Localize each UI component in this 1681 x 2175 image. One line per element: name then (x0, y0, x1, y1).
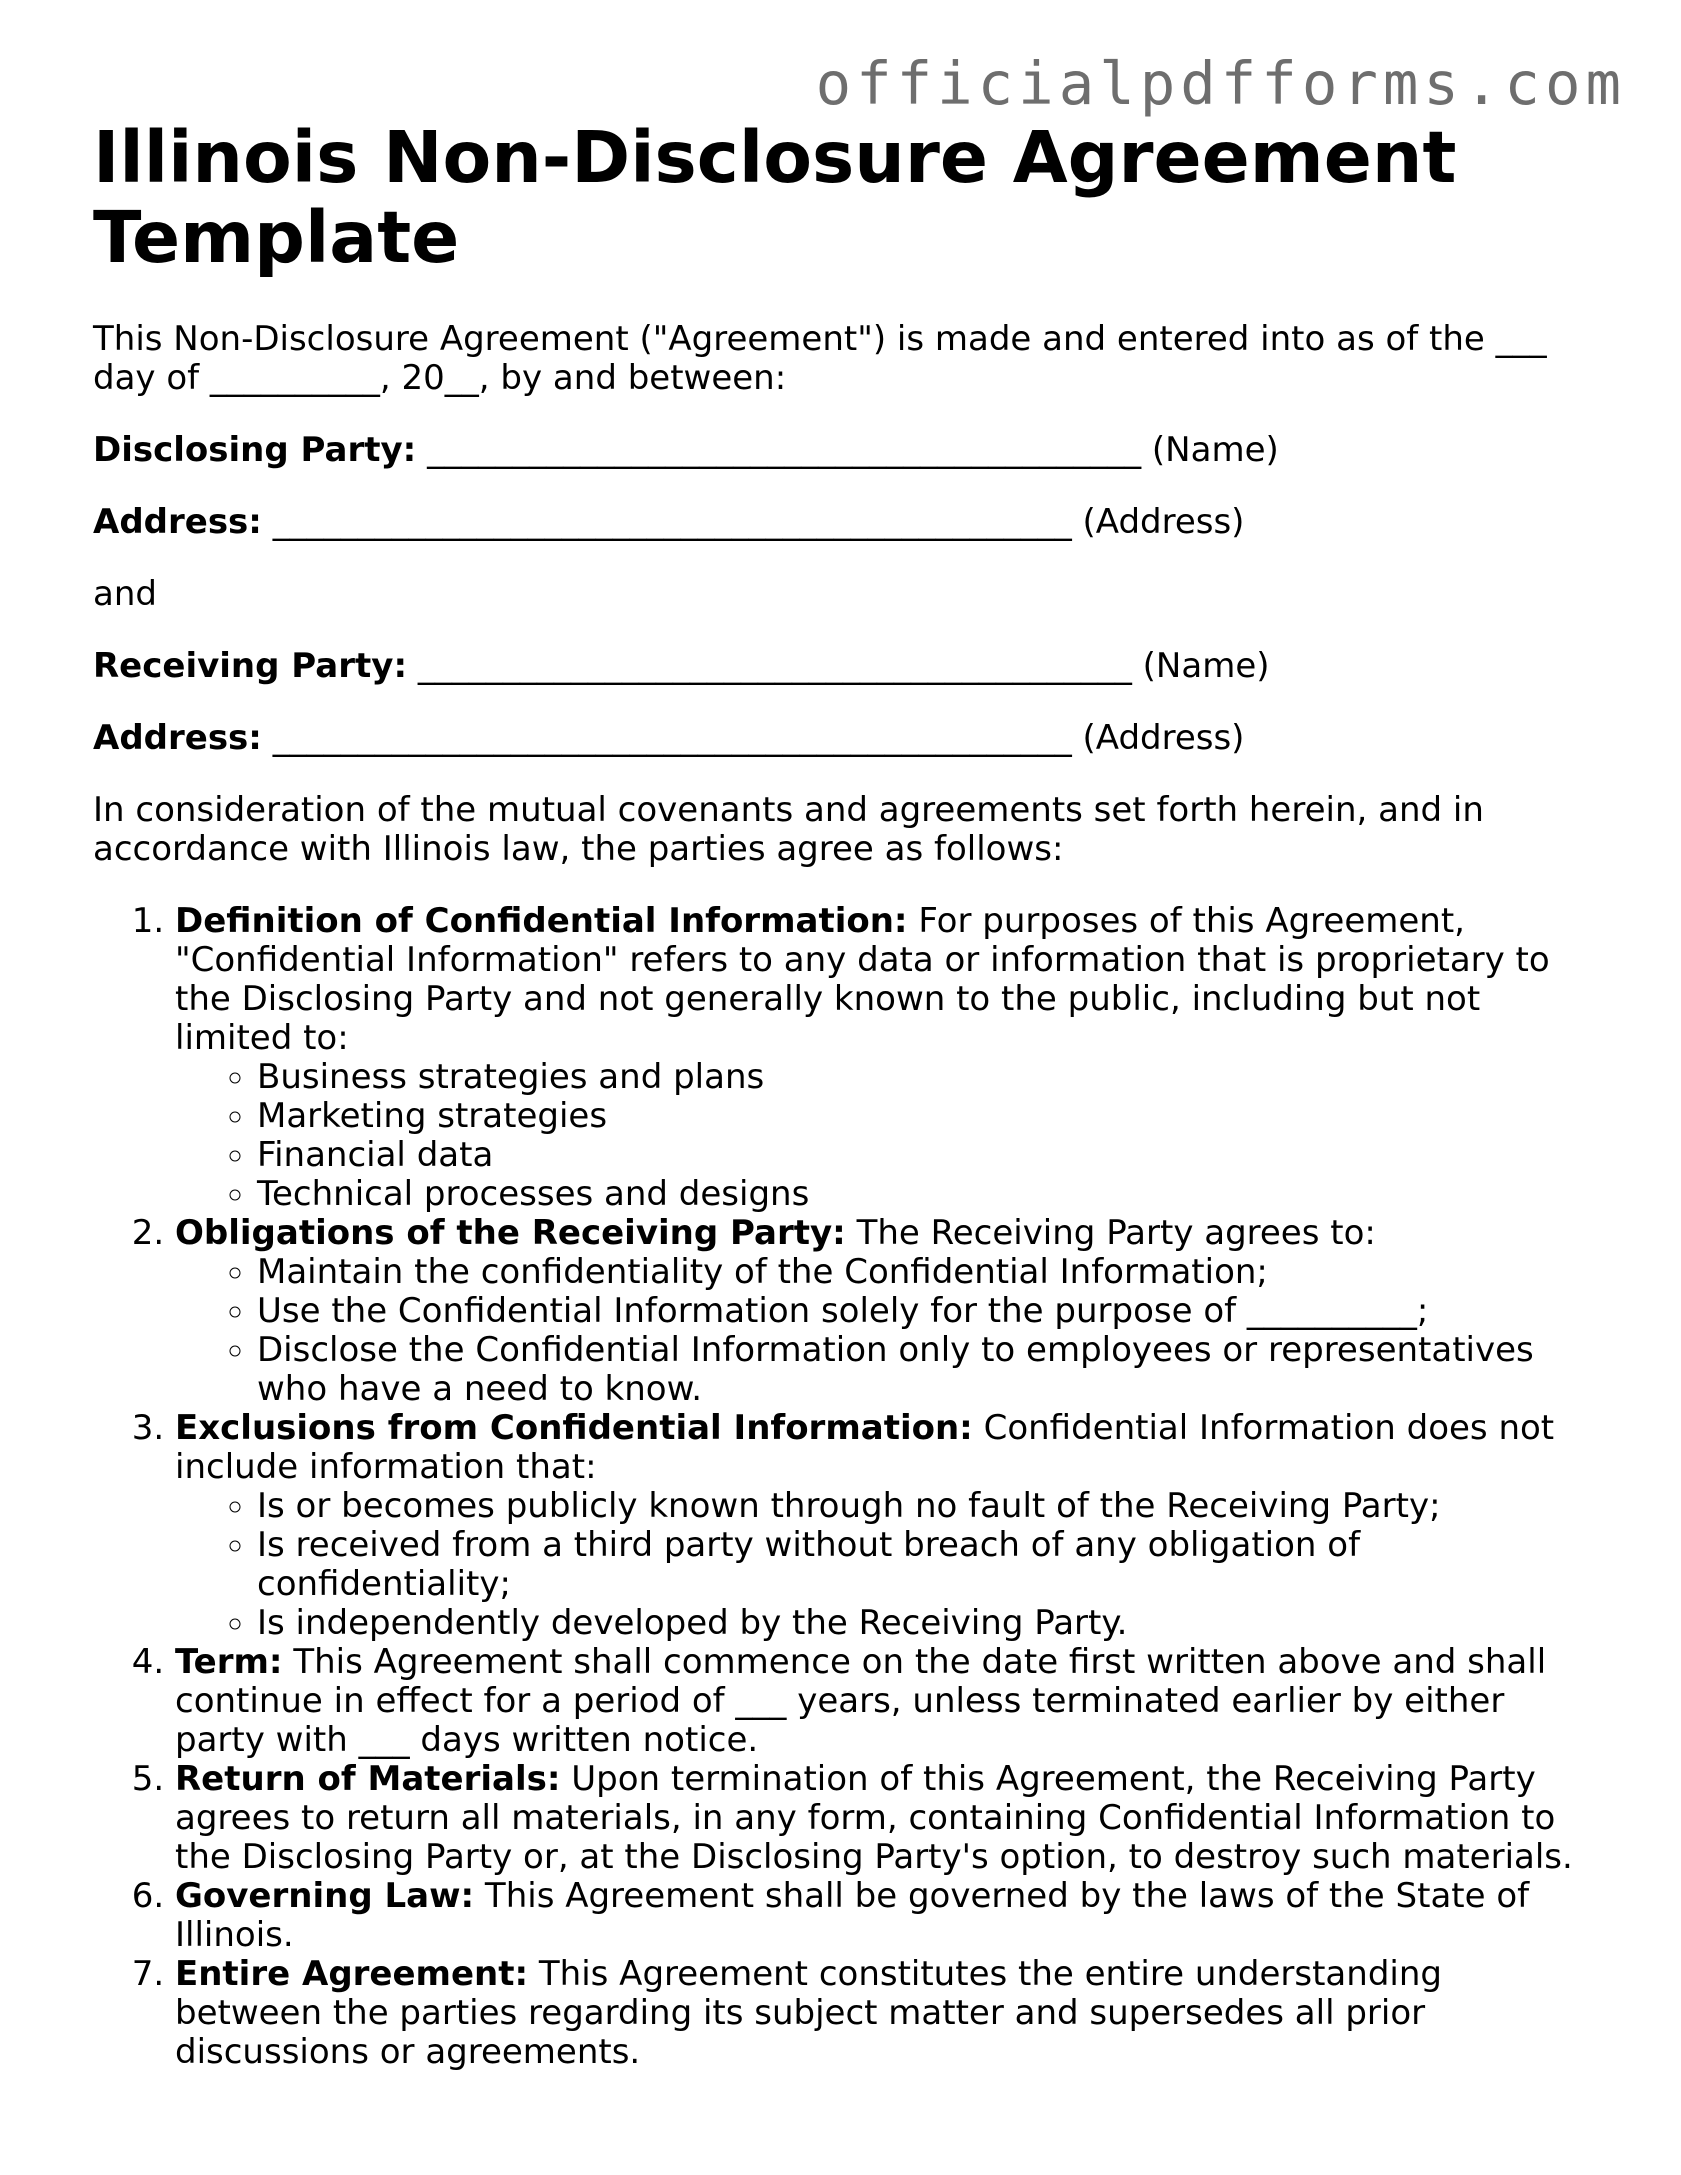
clause-heading: Definition of Confidential Information: (175, 901, 908, 941)
clause-item (175, 1877, 1593, 1955)
document-body (93, 320, 1593, 2072)
clause-heading: Governing Law: (175, 1876, 475, 1916)
sub-list-item: ◦ Use the Confidential Information solely for the purpose of __________; (257, 1292, 1593, 1331)
sub-list-item: ◦ Financial data (257, 1136, 1593, 1175)
disclosing-party-hint: (Name) (1151, 430, 1279, 470)
disclosing-party-blank: __________________________________________ (416, 430, 1152, 470)
clause-item (175, 1955, 1593, 2072)
disclosing-party-field (93, 431, 1593, 470)
disclosing-party-label: Disclosing Party: (93, 430, 417, 470)
disclosing-address-hint: (Address) (1082, 502, 1245, 542)
clause-item (175, 902, 1593, 1214)
intro-paragraph: This Non-Disclosure Agreement ("Agreement") is made and entered into as of the ___ day of __________, 20__, by and between: (93, 319, 1547, 398)
receiving-address-label: Address: (93, 718, 262, 758)
sub-list-item: ◦ Is or becomes publicly known through no fault of the Receiving Party; (257, 1487, 1593, 1526)
clause-item (175, 1214, 1593, 1409)
sub-list (175, 1058, 1593, 1214)
clause-text: This Agreement constitutes the entire understanding between the parties regarding its subject matter and supersedes all prior discussions or agreements. (175, 1954, 1442, 2072)
sub-list-item: ◦ Is received from a third party without breach of any obligation of confidentiality; (257, 1526, 1593, 1604)
sub-list-item: ◦ Maintain the confidentiality of the Confidential Information; (257, 1253, 1593, 1292)
clause-heading: Entire Agreement: (175, 1954, 529, 1994)
sub-list (175, 1487, 1593, 1643)
disclosing-address-field (93, 503, 1593, 542)
receiving-address-field (93, 719, 1593, 758)
sub-list-item: ◦ Technical processes and designs (257, 1175, 1593, 1214)
and-text: and (93, 574, 157, 614)
receiving-party-blank: __________________________________________ (407, 646, 1143, 686)
clause-item (175, 1760, 1593, 1877)
clauses-list (93, 902, 1593, 2072)
sub-list-item: ◦ Marketing strategies (257, 1097, 1593, 1136)
page-title: Illinois Non-Disclosure Agreement Template (93, 116, 1457, 279)
disclosing-address-blank: _______________________________________________ (261, 502, 1083, 542)
clause-text: Confidential Information does not include information that: (175, 1408, 1555, 1487)
clause-text: Upon termination of this Agreement, the Receiving Party agrees to return all materials, in any form, containing Confidential Information to the Disclosing Party or, at the Disclosing Party's option, to destroy such materials. (175, 1759, 1573, 1877)
clause-item (175, 1409, 1593, 1643)
clause-item (175, 1643, 1593, 1760)
clause-text: This Agreement shall commence on the date first written above and shall continue in effect for a period of ___ years, unless terminated earlier by either party with ___ days written notice. (175, 1642, 1547, 1760)
sub-list-item: ◦ Is independently developed by the Receiving Party. (257, 1604, 1593, 1643)
consideration-paragraph: In consideration of the mutual covenants and agreements set forth herein, and in accordance with Illinois law, the parties agree as follows: (93, 790, 1484, 869)
sub-list (175, 1253, 1593, 1409)
receiving-party-field (93, 647, 1593, 686)
clause-heading: Term: (175, 1642, 283, 1682)
clause-heading: Exclusions from Confidential Information: (175, 1408, 973, 1448)
receiving-party-hint: (Name) (1142, 646, 1270, 686)
clause-text: For purposes of this Agreement, "Confidential Information" refers to any data or information that is proprietary to the Disclosing Party and not generally known to the public, including but not limited to: (175, 901, 1550, 1058)
watermark: officialpdfforms.com (815, 49, 1626, 118)
clause-heading: Return of Materials: (175, 1759, 561, 1799)
clause-text: The Receiving Party agrees to: (845, 1213, 1376, 1253)
disclosing-address-label: Address: (93, 502, 262, 542)
clause-text: This Agreement shall be governed by the laws of the State of Illinois. (175, 1876, 1530, 1955)
sub-list-item: ◦ Business strategies and plans (257, 1058, 1593, 1097)
receiving-address-hint: (Address) (1082, 718, 1245, 758)
sub-list-item: ◦ Disclose the Confidential Information only to employees or representatives who have a need to know. (257, 1331, 1593, 1409)
clause-heading: Obligations of the Receiving Party: (175, 1213, 846, 1253)
receiving-party-label: Receiving Party: (93, 646, 408, 686)
receiving-address-blank: _______________________________________________ (261, 718, 1083, 758)
